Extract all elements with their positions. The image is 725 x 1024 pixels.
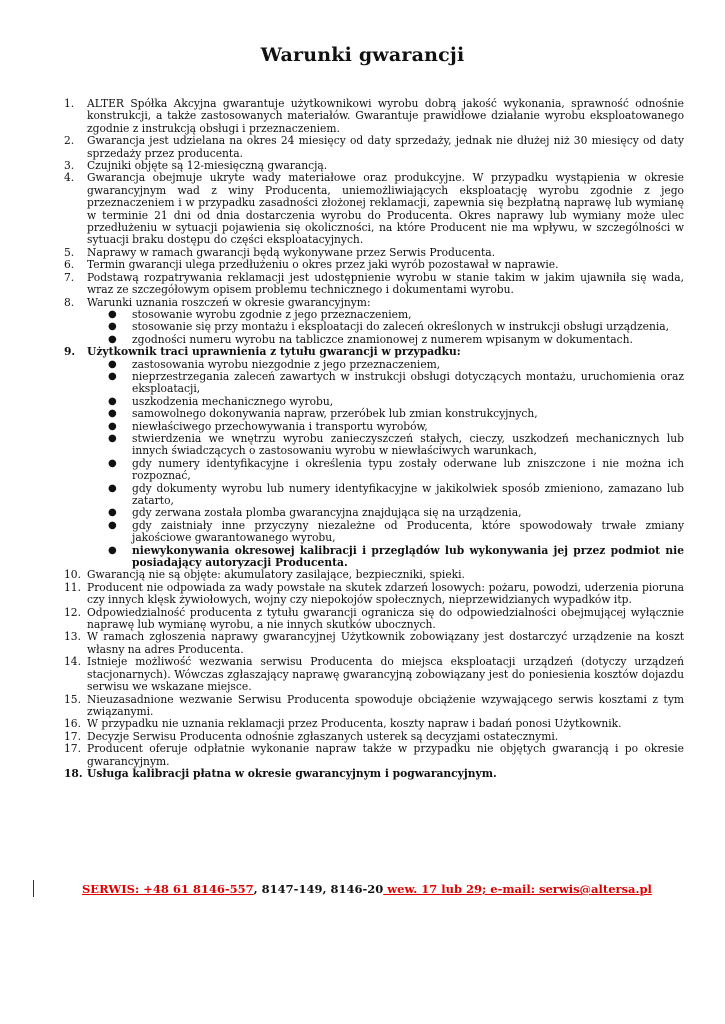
list-item: 17. Decyzje Serwisu Producenta odnośnie zgłaszanych usterek są decyzjami ostatecznymi.	[64, 729, 559, 743]
bullet-icon: ●	[108, 519, 117, 531]
bullet-icon: ●	[108, 370, 117, 382]
service-phone-numbers: , 8147-149, 8146-20	[253, 882, 384, 896]
bullet-item: ● niewykonywania okresowej kalibracji i przeglądów lub wykonywania jej przez podmiot nie posiadający autoryzacji Producenta.	[108, 543, 684, 570]
list-item: 10. Gwarancją nie są objęte: akumulatory zasilające, bezpieczniki, spieki.	[64, 568, 465, 582]
bullet-item: ● nieprzestrzegania zaleceń zawartych w instrukcji obsługi dotyczących montażu, uruchomienia oraz eksploatacji,	[108, 369, 684, 396]
bullet-icon: ●	[108, 420, 117, 432]
list-item: 13. W ramach zgłoszenia naprawy gwarancyjnej Użytkownik zobowiązany jest dostarczyć urządzenie na koszt własny na adres Producenta.	[64, 630, 684, 656]
service-phone-label: SERWIS: +48 61 8146	[82, 882, 225, 896]
bullet-icon: ●	[108, 432, 117, 444]
item8-bullets	[64, 309, 684, 346]
bullet-item: ● stwierdzenia we wnętrzu wyrobu zanieczyszczeń stałych, cieczy, uszkodzeń mechanicznych lub innych świadczących o zastosowaniu wyrobu w niewłaściwych warunkach,	[108, 431, 684, 458]
list-item: 15. Nieuzasadnione wezwanie Serwisu Producenta spowoduje obciążenie wzywającego serwis kosztami z tym związanymi.	[64, 692, 684, 718]
bullet-item: ● stosowanie wyrobu zgodnie z jego przeznaczeniem,	[108, 307, 412, 321]
list-item: 8. Warunki uznania roszczeń w okresie gwarancyjnym:	[64, 295, 371, 309]
bullet-item: ● samowolnego dokonywania napraw, przeróbek lub zmian konstrukcyjnych,	[108, 407, 538, 421]
bullet-icon: ●	[108, 457, 117, 469]
list-item: 5. Naprawy w ramach gwarancji będą wykonywane przez Serwis Producenta.	[64, 245, 496, 259]
list-item: 2. Gwarancja jest udzielana na okres 24 miesięcy od daty sprzedaży, jednak nie dłużej niż 30 miesięcy od daty sprzedaży przez producenta.	[64, 134, 684, 160]
bullet-icon: ●	[108, 333, 117, 345]
list-item: 9. Użytkownik traci uprawnienia z tytułu gwarancji w przypadku:	[64, 345, 461, 359]
list-item: 3. Czujniki objęte są 12-miesięczną gwarancją.	[64, 159, 328, 173]
list-item: 16. W przypadku nie uznania reklamacji przez Producenta, koszty napraw i badań ponosi Użytkownik.	[64, 717, 622, 731]
list-item: 17. Producent oferuje odpłatnie wykonanie napraw także w przypadku nie objętych gwarancją i po okresie gwarancyjnym.	[64, 742, 684, 768]
bullet-icon: ●	[108, 408, 117, 420]
bullet-item: ● stosowanie się przy montażu i eksploatacji do zaleceń określonych w instrukcji obsługi urządzenia,	[108, 320, 670, 334]
list-item: 1. ALTER Spółka Akcyjna gwarantuje użytkownikowi wyrobu dobrą jakość wykonania, sprawność odnośnie konstrukcji, a także zastosowanych materiałów. Gwarantuje prawidłowe działanie wyrobu eksploatowanego zgodnie z instrukcją obsługi i przeznaczeniem.	[64, 97, 684, 135]
warranty-terms-list	[64, 98, 684, 780]
bullet-icon: ●	[108, 395, 117, 407]
bullet-icon: ●	[108, 358, 117, 370]
list-item: 14. Istnieje możliwość wezwania serwisu Producenta do miejsca eksploatacji urządzeń (dotyczy urządzeń stacjonarnych). Wówczas zgłaszający naprawę gwarancyjną zobowiązany jest do poniesienia kosztów dojazdu serwisu we wskazane miejsce.	[64, 655, 684, 694]
item9-bullets	[64, 359, 684, 570]
bullet-item: ● gdy numery identyfikacyjne i określenia typu zostały oderwane lub zniszczone i nie można ich rozpoznać,	[108, 456, 684, 483]
bullet-item: ● uszkodzenia mechanicznego wyrobu,	[108, 394, 334, 408]
bullet-item: ● gdy zaistniały inne przyczyny niezależne od Producenta, które spowodowały trwałe zmiany jakościowe gwarantowanego wyrobu,	[108, 518, 684, 545]
bullet-item: ● niewłaściwego przechowywania i transportu wyrobów,	[108, 419, 428, 433]
page-title: Warunki gwarancji	[260, 44, 465, 66]
service-phone-ext: -557	[224, 882, 254, 896]
bullet-item: ● gdy zerwana została plomba gwarancyjna znajdująca się na urządzenia,	[108, 506, 522, 520]
bullet-icon: ●	[108, 308, 117, 320]
list-item: 6. Termin gwarancji ulega przedłużeniu o okres przez jaki wyrób pozostawał w naprawie.	[64, 258, 559, 272]
list-item: 7. Podstawą rozpatrywania reklamacji jest udostępnienie wyrobu w stanie takim w jakim ujawniła się wada, wraz ze szczegółowym opisem problemu technicznego i dokumentami wyrobu.	[64, 270, 684, 297]
service-email-link[interactable]: wew. 17 lub 29; e-mail: serwis@altersa.pl	[383, 882, 652, 896]
bullet-icon: ●	[108, 544, 117, 556]
bullet-icon: ●	[108, 482, 117, 494]
service-contact	[82, 882, 652, 896]
bullet-item: ● zgodności numeru wyrobu na tabliczce znamionowej z numerem wpisanym w dokumentach.	[108, 332, 633, 346]
bullet-item: ● zastosowania wyrobu niezgodnie z jego przeznaczeniem,	[108, 357, 441, 371]
bullet-icon: ●	[108, 507, 117, 519]
list-item: 18. Usługa kalibracji płatna w okresie gwarancyjnym i pogwarancyjnym.	[64, 766, 497, 780]
list-item: 12. Odpowiedzialność producenta z tytułu gwarancji ogranicza się do odpowiedzialności obejmującej wyłącznie naprawę lub wymianę wyrobu, a nie innych skutków ubocznych.	[64, 605, 684, 632]
list-item: 11. Producent nie odpowiada za wady powstałe na skutek zdarzeń losowych: pożaru, powodzi, uderzenia pioruna czy innych klęsk żywiołowych, wojny czy niepokojów społecznych, nieprzewidzianych wypadków itp.	[64, 580, 684, 607]
list-item: 4. Gwarancja obejmuje ukryte wady materiałowe oraz produkcyjne. W przypadku wystąpienia w okresie gwarancyjnym wad z winy Producenta, uniemożliwiających eksploatację wyrobu zgodnie z jego przeznaczeniem i w przypadku zasadności złożonej reklamacji, zapewnia się bezpłatną naprawę lub wymianę w terminie 21 dni od dnia dostarczenia wyrobu do Producenta. Okres naprawy lub wymiany może ulec przedłużeniu w sytuacji pojawienia się okoliczności, na które Producent nie ma wpływu, w szczególności w sytuacji braku dostępu do części eksploatacyjnych.	[64, 171, 684, 247]
revision-mark	[33, 880, 34, 897]
bullet-item: ● gdy dokumenty wyrobu lub numery identyfikacyjne w jakikolwiek sposób zmieniono, zamazano lub zatarto,	[108, 481, 684, 507]
bullet-icon: ●	[108, 321, 117, 333]
